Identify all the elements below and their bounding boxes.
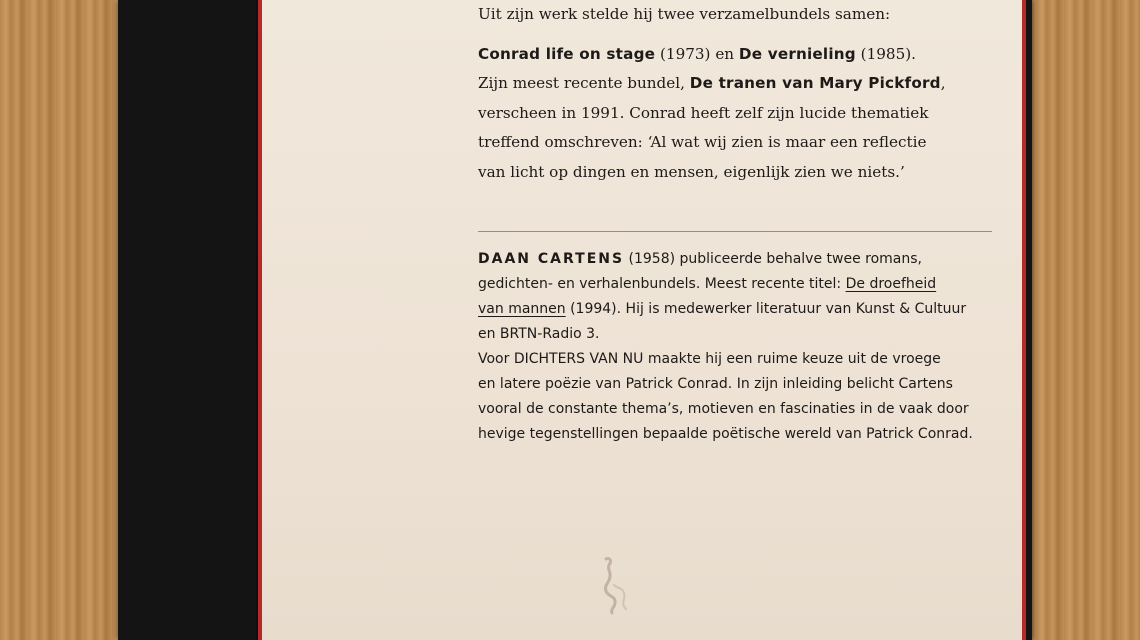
paper-panel xyxy=(262,0,1022,640)
text-line: treffend omschreven: ‘Al wat wij zien is maar een reflectie xyxy=(478,133,927,152)
text-line: verscheen in 1991. Conrad heeft zelf zijn lucide thematiek xyxy=(478,103,929,122)
lower-text-block xyxy=(478,247,1038,447)
text-line: Voor DICHTERS VAN NU maakte hij een ruime keuze uit de vroege xyxy=(478,351,941,367)
text-line: Uit zijn werk stelde hij twee verzamelbundels samen: xyxy=(478,5,891,23)
text-line: DAAN CARTENS (1958) publiceerde behalve twee romans, xyxy=(478,251,922,267)
text-line: en latere poëzie van Patrick Conrad. In zijn inleiding belicht Cartens xyxy=(478,376,953,392)
author-name: DAAN CARTENS xyxy=(478,251,625,267)
underlined-title: van mannen xyxy=(478,301,566,317)
text-line: hevige tegenstellingen bepaalde poëtische wereld van Patrick Conrad. xyxy=(478,426,973,442)
divider xyxy=(478,231,992,232)
book-title: Conrad life on stage xyxy=(478,45,656,63)
upper-text-block xyxy=(478,0,1018,187)
text-line: Conrad life on stage (1973) en De vernieling (1985). xyxy=(478,45,916,63)
text-line: en BRTN-Radio 3. xyxy=(478,326,600,342)
book-back-cover xyxy=(118,0,1032,640)
text-line: vooral de constante thema’s, motieven en fascinaties in de vaak door xyxy=(478,401,969,417)
text-line: Zijn meest recente bundel, De tranen van Mary Pickford, xyxy=(478,74,946,93)
book-title: De tranen van Mary Pickford xyxy=(689,74,941,93)
book-title: De vernieling xyxy=(738,45,856,63)
underlined-title: De droefheid xyxy=(845,276,937,292)
text-line: van licht op dingen en mensen, eigenlijk zien we niets.’ xyxy=(478,162,905,181)
text-line: van mannen (1994). Hij is medewerker literatuur van Kunst & Cultuur xyxy=(478,301,967,317)
text-line: gedichten- en verhalenbundels. Meest recente titel: De droefheid xyxy=(478,276,937,292)
scribble-mark-icon xyxy=(600,555,632,615)
